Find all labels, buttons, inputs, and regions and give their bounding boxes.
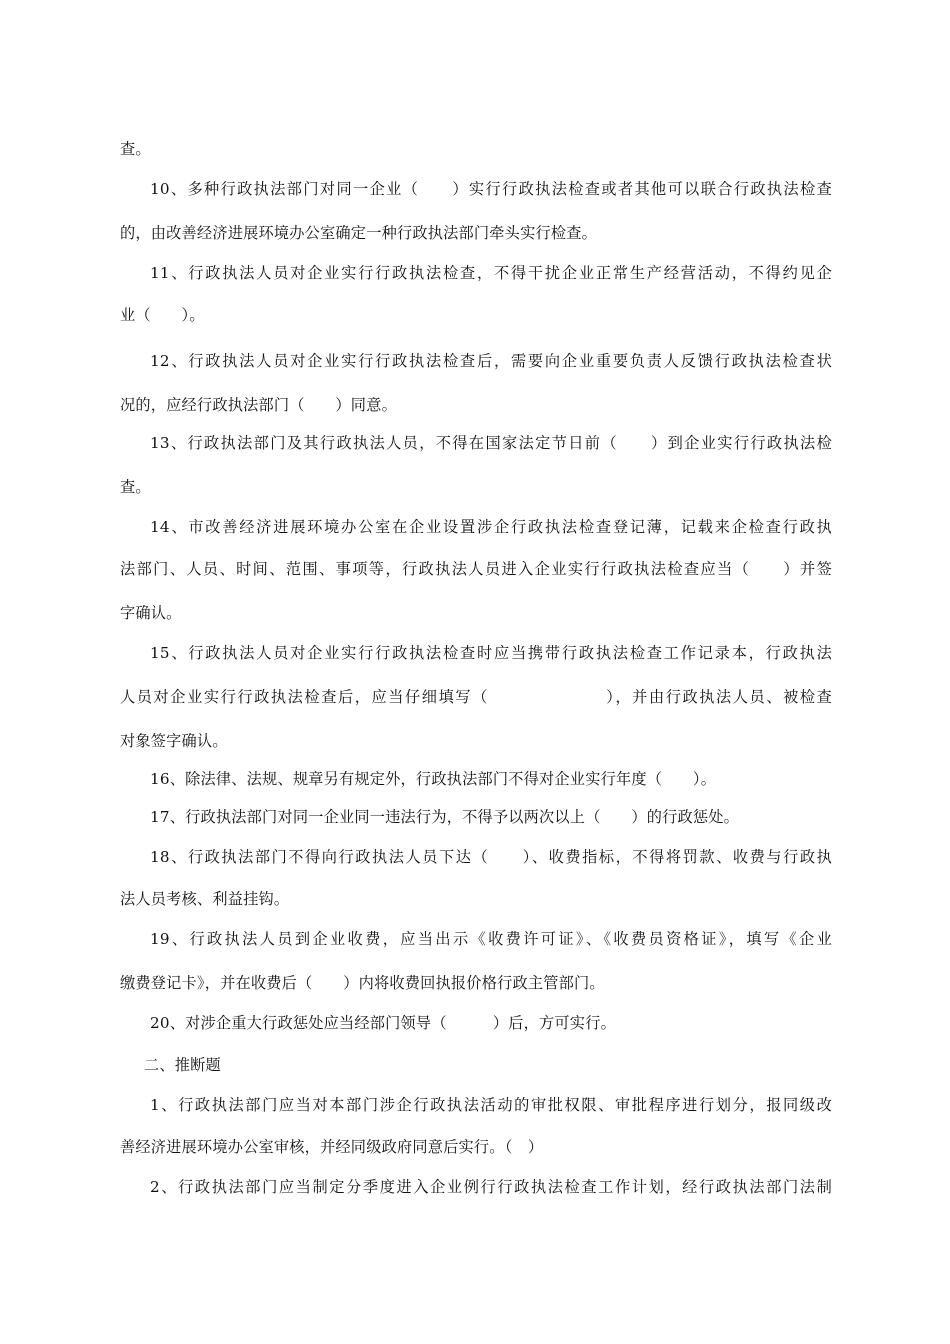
judgment-1-line-1: 1、行政执法部门应当对本部门涉企行政执法活动的审批权限、审批程序进行划分，报同级改 — [150, 1096, 832, 1114]
question-16-line: 16、除法律、法规、规章另有规定外，行政执法部门不得对企业实行年度（ ）。 — [150, 770, 717, 788]
question-12-line-1: 12、行政执法人员对企业实行行政执法检查后，需要向企业重要负责人反馈行政执法检查状 — [150, 352, 832, 370]
question-10-line-1: 10、多种行政执法部门对同一企业（ ）实行行政执法检查或者其他可以联合行政执法检查 — [150, 180, 832, 198]
question-14-line-2: 法部门、人员、时间、范围、事项等，行政执法人员进入企业实行行政执法检查应当（ ）并签 — [120, 560, 832, 578]
text-line: 查。 — [120, 140, 151, 158]
question-20-line: 20、对涉企重大行政惩处应当经部门领导（ ）后，方可实行。 — [150, 1014, 616, 1032]
question-11-line-1: 11、行政执法人员对企业实行行政执法检查，不得干扰企业正常生产经营活动，不得约见企 — [150, 264, 832, 282]
question-18-line-1: 18、行政执法部门不得向行政执法人员下达（ ）、收费指标，不得将罚款、收费与行政执 — [150, 848, 832, 866]
section-heading: 二、推断题 — [144, 1056, 221, 1074]
question-13-line-2: 查。 — [120, 478, 151, 496]
judgment-2-line-1: 2、行政执法部门应当制定分季度进入企业例行行政执法检查工作计划，经行政执法部门法制 — [150, 1178, 832, 1196]
question-14-line-3: 字确认。 — [120, 604, 182, 622]
question-14-line-1: 14、市改善经济进展环境办公室在企业设置涉企行政执法检查登记薄，记载来企检查行政执 — [150, 518, 832, 536]
question-19-line-1: 19、行政执法人员到企业收费，应当出示《收费许可证》、《收费员资格证》，填写《企业 — [150, 930, 832, 948]
question-15-line-3: 对象签字确认。 — [120, 732, 228, 750]
question-11-line-2: 业（ ）。 — [120, 306, 205, 324]
question-18-line-2: 法人员考核、利益挂钩。 — [120, 890, 290, 908]
question-12-line-2: 况的，应经行政执法部门（ ）同意。 — [120, 396, 397, 414]
question-15-line-2: 人员对企业实行行政执法检查后，应当仔细填写（ ），并由行政执法人员、被检查 — [120, 688, 832, 706]
question-15-line-1: 15、行政执法人员对企业实行行政执法检查时应当携带行政执法检查工作记录本，行政执法 — [150, 644, 832, 662]
judgment-1-line-2: 善经济进展环境办公室审核，并经同级政府同意后实行。（ ） — [120, 1138, 544, 1156]
question-13-line-1: 13、行政执法部门及其行政执法人员，不得在国家法定节日前（ ）到企业实行行政执法检 — [150, 434, 832, 452]
question-10-line-2: 的，由改善经济进展环境办公室确定一种行政执法部门牵头实行检查。 — [120, 224, 598, 242]
question-19-line-2: 缴费登记卡》，并在收费后（ ）内将收费回执报价格行政主管部门。 — [120, 974, 605, 992]
question-17-line: 17、行政执法部门对同一企业同一违法行为，不得予以两次以上（ ）的行政惩处。 — [150, 808, 740, 826]
